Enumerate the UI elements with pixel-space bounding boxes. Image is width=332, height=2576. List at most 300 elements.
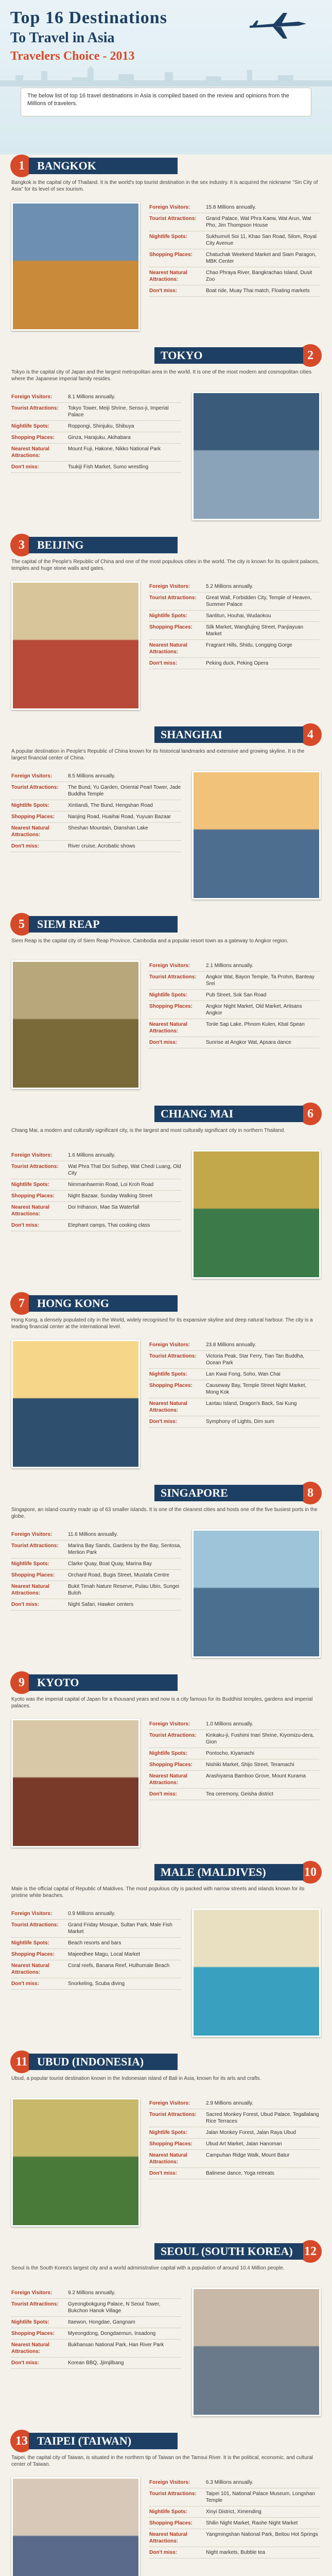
stat-value: Bukhansan National Park, Han River Park xyxy=(68,2342,164,2348)
stat-label: Foreign Visitors: xyxy=(11,2290,53,2296)
stat-value: Victoria Peak, Star Ferry, Tian Tan Buddha, Ocean Park xyxy=(206,1353,305,1366)
stat-label: Foreign Visitors: xyxy=(149,1342,190,1348)
stat-label: Nightlife Spots: xyxy=(11,803,49,808)
stat-label: Don't miss: xyxy=(11,464,40,470)
stat-label: Foreign Visitors: xyxy=(11,1153,53,1158)
natural-attractions-row xyxy=(11,1960,181,1978)
stat-label: Nearest Natural Attractions: xyxy=(11,1205,49,1217)
shopping-places-row xyxy=(11,1949,181,1960)
stat-label: Foreign Visitors: xyxy=(11,394,53,400)
stat-label: Nearest Natural Attractions: xyxy=(11,1963,49,1975)
rank-number: 8 xyxy=(299,1482,322,1504)
stat-value: Angkor Night Market, Old Market, Artisans Angkor xyxy=(206,1004,302,1016)
stat-label: Tourist Attractions: xyxy=(149,1733,197,1738)
shopping-places-row xyxy=(149,1759,319,1771)
city-description: Male is the official capital of Republic of Maldives. The most populous city is packed with narrow streets and islands known for its pristine white beaches. xyxy=(11,1886,305,1899)
stat-value: 23.8 Millions annually. xyxy=(206,1342,256,1348)
stat-value: 9.2 Millions annually. xyxy=(68,2290,116,2296)
shopping-places-row xyxy=(149,622,319,640)
stat-value: Bukit Timah Nature Reserve, Pulau Ubin, Sungei Buloh xyxy=(68,1584,180,1596)
city-stats xyxy=(11,1908,181,1990)
stat-value: 1.0 Millions annually. xyxy=(206,1721,254,1727)
foreign-visitors-row xyxy=(149,1340,319,1351)
destination-section xyxy=(0,2240,332,2431)
stat-label: Shopping Places: xyxy=(149,252,193,258)
stat-value: 1.6 Millions annually. xyxy=(68,1153,116,1158)
natural-attractions-row xyxy=(11,823,181,841)
stat-value: Nimmanhaemin Road, Loi Kroh Road xyxy=(68,1182,154,1188)
stat-label: Shopping Places: xyxy=(11,1572,55,1578)
natural-attractions-row xyxy=(149,1771,319,1789)
page-tagline: Travelers Choice - 2013 xyxy=(10,49,135,63)
stat-value: 8.5 Millions annually. xyxy=(68,773,116,779)
city-photo xyxy=(11,581,140,710)
stat-label: Tourist Attractions: xyxy=(11,785,59,790)
nightlife-spots-row xyxy=(11,800,181,811)
shopping-places-row xyxy=(149,1380,319,1398)
stat-value: Symphony of Lights, Dim sum xyxy=(206,1419,274,1425)
stat-value: Lan Kwai Fong, Soho, Wan Chai xyxy=(206,1371,281,1377)
stat-label: Nearest Natural Attractions: xyxy=(11,446,49,459)
stat-value: Pub Street, Sok San Road xyxy=(206,992,267,998)
stat-label: Tourist Attractions: xyxy=(149,2112,197,2117)
stat-label: Shopping Places: xyxy=(11,814,55,820)
stat-value: Night markets, Bubble tea xyxy=(206,2550,266,2555)
dont-miss-row xyxy=(11,1599,181,1611)
stat-label: Foreign Visitors: xyxy=(11,1911,53,1917)
foreign-visitors-row xyxy=(149,202,319,213)
foreign-visitors-row xyxy=(149,960,319,972)
destination-section xyxy=(0,1861,332,2052)
tourist-attractions-row xyxy=(11,403,181,421)
stat-label: Foreign Visitors: xyxy=(149,205,190,210)
natural-attractions-row xyxy=(149,640,319,658)
tourist-attractions-row xyxy=(149,2109,319,2127)
stat-label: Tourist Attractions: xyxy=(149,1353,197,1359)
stat-value: Tonle Sap Lake, Phnom Kulen, Kbal Spean xyxy=(206,1022,305,1027)
stat-label: Foreign Visitors: xyxy=(149,1721,190,1727)
stat-value: Great Wall, Forbidden City, Temple of Heaven, Summer Palace xyxy=(206,595,312,607)
shopping-places-row xyxy=(11,2328,181,2340)
natural-attractions-row xyxy=(149,1398,319,1416)
stat-value: Yangmingshan National Park, Beitou Hot Springs xyxy=(206,2532,318,2537)
natural-attractions-row xyxy=(149,1019,319,1037)
dont-miss-row xyxy=(149,1037,319,1048)
rank-number: 10 xyxy=(299,1861,322,1884)
stat-label: Tourist Attractions: xyxy=(149,595,197,601)
stat-value: River cruise, Acrobatic shows xyxy=(68,843,135,849)
stat-label: Don't miss: xyxy=(11,843,40,849)
city-description: Bangkok is the capital city of Thailand. It is the world's top tourist destination in the sex industry. It is acquired the nickname "Sin City of Asia" for its level of sex tourism. xyxy=(11,180,318,192)
stat-value: Ubud Art Market, Jalan Hanoman xyxy=(206,2141,282,2147)
nightlife-spots-row xyxy=(149,611,319,622)
page-title: Top 16 Destinations xyxy=(10,8,167,27)
dont-miss-row xyxy=(11,841,181,852)
stat-value: Night Safari, Hawker centers xyxy=(68,1602,134,1607)
nightlife-spots-row xyxy=(149,231,319,249)
nightlife-spots-row xyxy=(11,1558,181,1570)
stat-label: Nightlife Spots: xyxy=(149,1751,187,1756)
stat-value: Shilin Night Market, Raohe Night Market xyxy=(206,2520,298,2526)
stat-label: Tourist Attractions: xyxy=(11,1543,59,1549)
city-photo xyxy=(11,202,140,331)
rank-number: 6 xyxy=(299,1103,322,1125)
tourist-attractions-row xyxy=(149,1730,319,1748)
stat-value: Grand Palace, Wat Phra Kaew, Wat Arun, Wat Pho, Jim Thompson House xyxy=(206,216,311,228)
stat-label: Tourist Attractions: xyxy=(11,405,59,411)
stat-label: Nearest Natural Attractions: xyxy=(149,2153,187,2165)
foreign-visitors-row xyxy=(149,581,319,592)
city-description: Taipei, the capital city of Taiwan, is situated in the northern tip of Taiwan on the Tamsui River. It is the political, economic, and cultural center of Taiwan. xyxy=(11,2455,313,2467)
stat-label: Nightlife Spots: xyxy=(149,1371,187,1377)
stat-value: Fragrant Hills, Shidu, Longqing Gorge xyxy=(206,642,292,648)
dont-miss-row xyxy=(11,1220,181,1231)
foreign-visitors-row xyxy=(11,1529,181,1540)
stat-label: Nightlife Spots: xyxy=(149,2130,187,2136)
city-name: BEIJING xyxy=(37,538,84,551)
stat-value: Peking duck, Peking Opera xyxy=(206,660,269,666)
stat-value: Nanjing Road, Huaihai Road, Yuyuan Bazaar xyxy=(68,814,171,820)
city-stats xyxy=(149,202,319,297)
stat-label: Tourist Attractions: xyxy=(149,974,197,980)
foreign-visitors-row xyxy=(149,2477,319,2488)
tourist-attractions-row xyxy=(11,782,181,800)
natural-attractions-row xyxy=(11,444,181,462)
stat-value: Myeongdong, Dongdaemun, Insadong xyxy=(68,2331,156,2336)
stat-value: Sukhumvit Soi 11, Khao San Road, Silom, Royal City Avenue xyxy=(206,234,317,246)
stat-value: Taipei 101, National Palace Museum, Longshan Temple xyxy=(206,2491,315,2503)
city-photo xyxy=(11,2098,140,2227)
stat-value: Tea ceremony, Geisha district xyxy=(206,1791,273,1797)
stat-label: Don't miss: xyxy=(11,1223,40,1228)
foreign-visitors-row xyxy=(11,2287,181,2299)
stat-label: Nightlife Spots: xyxy=(149,2509,187,2515)
stat-value: 8.1 Millions annually. xyxy=(68,394,116,400)
city-stats xyxy=(11,1529,181,1611)
city-name: MALE (MALDIVES) xyxy=(161,1866,266,1878)
stat-value: Mount Fuji, Hakone, Nikko National Park xyxy=(68,446,161,452)
stat-label: Nightlife Spots: xyxy=(11,2319,49,2325)
rank-number: 2 xyxy=(299,344,322,367)
city-stats xyxy=(149,1340,319,1428)
tourist-attractions-row xyxy=(149,972,319,990)
tourist-attractions-row xyxy=(11,2299,181,2317)
stat-label: Don't miss: xyxy=(149,1791,178,1797)
stat-label: Nearest Natural Attractions: xyxy=(11,825,49,838)
stat-value: Campuhan Ridge Walk, Mount Batur xyxy=(206,2153,290,2158)
shopping-places-row xyxy=(149,1001,319,1019)
rank-number: 11 xyxy=(10,2050,33,2073)
dont-miss-row xyxy=(11,1978,181,1990)
nightlife-spots-row xyxy=(11,1179,181,1191)
nightlife-spots-row xyxy=(11,1938,181,1949)
stat-value: Wat Phra That Doi Suthep, Wat Chedi Luang, Old City xyxy=(68,1164,181,1176)
stat-label: Nightlife Spots: xyxy=(149,992,187,998)
airplane-icon xyxy=(247,10,309,41)
city-description: Ubud, a popular tourist destination known in the Indonesian island of Bali in Asia, known for its arts and crafts. xyxy=(11,2076,261,2081)
foreign-visitors-row xyxy=(11,1150,181,1161)
city-description: Singapore, an island country made up of 63 smaller islands. It is one of the cleanest cities and hosts one of the five busiest ports in the globe. xyxy=(11,1507,318,1519)
city-photo xyxy=(11,1719,140,1848)
natural-attractions-row xyxy=(149,2529,319,2547)
intro-box: The below list of top 16 travel destinations in Asia is compiled based on the review and opinions from the Millions of travelers. xyxy=(21,88,311,116)
shopping-places-row xyxy=(149,249,319,267)
tourist-attractions-row xyxy=(11,1920,181,1938)
tourist-attractions-row xyxy=(149,213,319,231)
rank-number: 5 xyxy=(10,913,33,936)
stat-label: Shopping Places: xyxy=(11,2331,55,2336)
city-description: A popular destination in People's Republic of China known for its historical landmarks and extensive and growing skyline. It is the largest financial center of China. xyxy=(11,749,305,761)
city-stats xyxy=(149,2477,319,2558)
stat-label: Shopping Places: xyxy=(149,1383,193,1388)
city-description: Chiang Mai, a modern and culturally significant city, is the largest and most culturally significant city in northern Thailand. xyxy=(11,1128,286,1133)
skyline-illustration xyxy=(0,66,332,87)
stat-label: Foreign Visitors: xyxy=(11,1532,53,1537)
city-name: SINGAPORE xyxy=(161,1486,228,1499)
city-photo xyxy=(11,960,140,1089)
stat-value: Causeway Bay, Temple Street Night Market, Mong Kok xyxy=(206,1383,307,1395)
city-name: KYOTO xyxy=(37,1676,79,1689)
destination-section xyxy=(0,344,332,535)
stat-value: Sunrise at Angkor Wat, Apsara dance xyxy=(206,1040,291,1045)
stat-value: Elephant camps, Thai cooking class xyxy=(68,1223,150,1228)
destination-section xyxy=(0,1671,332,1862)
stat-value: Tokyo Tower, Meiji Shrine, Senso-ji, Imperial Palace xyxy=(68,405,169,418)
page-subtitle: To Travel in Asia xyxy=(10,30,115,46)
stat-value: Silk Market, Wangfujing Street, Panjiayuan Market xyxy=(206,624,304,637)
destination-section xyxy=(0,1482,332,1672)
tourist-attractions-row xyxy=(149,1351,319,1369)
stat-label: Nightlife Spots: xyxy=(11,1940,49,1946)
stat-value: Sheshan Mountain, Dianshan Lake xyxy=(68,825,148,831)
natural-attractions-row xyxy=(149,2150,319,2168)
city-photo xyxy=(11,2477,140,2576)
city-stats xyxy=(149,2098,319,2179)
stat-value: Itaewon, Hongdae, Gangnam xyxy=(68,2319,135,2325)
city-photo xyxy=(11,1340,140,1468)
stat-label: Shopping Places: xyxy=(11,1193,55,1199)
rank-number: 13 xyxy=(10,2430,33,2452)
stat-value: Angkor Wat, Bayon Temple, Ta Prohm, Banteay Srei xyxy=(206,974,315,987)
stat-label: Nightlife Spots: xyxy=(11,1561,49,1567)
stat-value: Coral reefs, Banana Reef, Hulhumale Beach xyxy=(68,1963,170,1969)
city-description: Hong Kong, a densely populated city in the World, widely recognised for its expansive skyline and deep natural harbour. The city is a leading financial center at the international level. xyxy=(11,1317,313,1330)
stat-value: Marina Bay Sands, Gardens by the Bay, Sentosa, Merlion Park xyxy=(68,1543,181,1555)
natural-attractions-row xyxy=(11,2340,181,2358)
dont-miss-row xyxy=(149,2547,319,2558)
city-name: SIEM REAP xyxy=(37,918,100,930)
stat-label: Nearest Natural Attractions: xyxy=(149,270,187,282)
stat-label: Tourist Attractions: xyxy=(11,2301,59,2307)
stat-label: Shopping Places: xyxy=(149,624,193,630)
stat-label: Tourist Attractions: xyxy=(11,1164,59,1170)
city-name: HONG KONG xyxy=(37,1297,109,1310)
city-photo xyxy=(192,1908,321,2037)
stat-label: Shopping Places: xyxy=(11,1952,55,1957)
stat-label: Don't miss: xyxy=(149,1040,178,1045)
stat-value: Chatuchak Weekend Market and Siam Paragon, MBK Center xyxy=(206,252,317,264)
city-name: CHIANG MAI xyxy=(161,1107,234,1120)
city-description: Siem Reap is the capital city of Siem Reap Province, Cambodia and a popular resort town as a gateway to Angkor region. xyxy=(11,938,289,944)
stat-label: Nearest Natural Attractions: xyxy=(149,2532,187,2544)
stat-value: The Bund, Yu Garden, Oriental Pearl Tower, Jade Buddha Temple xyxy=(68,785,181,797)
stat-label: Nightlife Spots: xyxy=(149,234,187,240)
nightlife-spots-row xyxy=(149,1369,319,1380)
city-stats xyxy=(149,960,319,1048)
stat-value: Beach resorts and bars xyxy=(68,1940,121,1946)
stat-label: Nightlife Spots: xyxy=(11,423,49,429)
stat-value: Ginza, Harajuku, Akihabara xyxy=(68,435,131,440)
stat-label: Foreign Visitors: xyxy=(11,773,53,779)
stat-value: Balinese dance, Yoga retreats xyxy=(206,2171,274,2176)
rank-number: 4 xyxy=(299,723,322,746)
city-stats xyxy=(11,392,181,473)
dont-miss-row xyxy=(11,462,181,473)
stat-value: Chao Phraya River, Bangkrachao Island, Dusit Zoo xyxy=(206,270,312,282)
stat-label: Tourist Attractions: xyxy=(11,1922,59,1928)
stat-label: Foreign Visitors: xyxy=(149,584,190,589)
city-description: The capital of the People's Republic of China and one of the most populous cities in the world. The city is known for its opulent palaces, temples and huge stone walls and gates. xyxy=(11,559,320,571)
city-photo xyxy=(192,392,321,520)
stat-label: Nearest Natural Attractions: xyxy=(149,1401,187,1413)
stat-label: Nearest Natural Attractions: xyxy=(149,642,187,655)
stat-label: Shopping Places: xyxy=(149,2520,193,2526)
foreign-visitors-row xyxy=(11,771,181,782)
rank-number: 9 xyxy=(10,1671,33,1694)
stat-label: Shopping Places: xyxy=(149,1762,193,1768)
header-banner xyxy=(0,0,332,155)
city-photo xyxy=(192,1150,321,1279)
city-stats xyxy=(149,1719,319,1800)
nightlife-spots-row xyxy=(11,2317,181,2328)
stat-value: 11.6 Millions annually. xyxy=(68,1532,118,1537)
stat-label: Don't miss: xyxy=(149,2171,178,2176)
stat-label: Don't miss: xyxy=(11,1981,40,1987)
rank-number: 12 xyxy=(299,2240,322,2263)
shopping-places-row xyxy=(11,811,181,823)
stat-value: Nishiki Market, Shijo Street, Teramachi xyxy=(206,1762,294,1768)
nightlife-spots-row xyxy=(149,2127,319,2139)
city-stats xyxy=(11,1150,181,1231)
stat-label: Tourist Attractions: xyxy=(149,216,197,222)
stat-label: Nightlife Spots: xyxy=(149,613,187,619)
nightlife-spots-row xyxy=(11,421,181,432)
city-name: TOKYO xyxy=(161,349,203,362)
stat-value: Lantau Island, Dragon's Back, Sai Kung xyxy=(206,1401,297,1406)
tourist-attractions-row xyxy=(149,592,319,611)
stat-label: Nearest Natural Attractions: xyxy=(11,1584,49,1596)
stat-value: 0.9 Millions annually. xyxy=(68,1911,116,1917)
stat-value: Boat ride, Muay Thai match, Floating markets xyxy=(206,288,310,294)
dont-miss-row xyxy=(149,658,319,669)
tourist-attractions-row xyxy=(11,1540,181,1558)
natural-attractions-row xyxy=(11,1581,181,1599)
destination-section xyxy=(0,534,332,724)
city-description: Tokyo is the capital city of Japan and the largest metropolitan area in the world. It is one of the most modern and cosmopolitan cities where the Japanese imperial family resides. xyxy=(11,369,312,382)
stat-value: Jalan Monkey Forest, Jalan Raya Ubud xyxy=(206,2130,296,2136)
dont-miss-row xyxy=(149,1789,319,1800)
stat-label: Don't miss: xyxy=(149,288,178,294)
stat-value: 2.1 Millions annually. xyxy=(206,963,254,969)
nightlife-spots-row xyxy=(149,1748,319,1759)
stat-value: Snorkeling, Scuba diving xyxy=(68,1981,125,1987)
foreign-visitors-row xyxy=(149,1719,319,1730)
stat-label: Don't miss: xyxy=(149,660,178,666)
stat-value: Pontocho, Kiyamachi xyxy=(206,1751,254,1756)
shopping-places-row xyxy=(11,1570,181,1581)
shopping-places-row xyxy=(149,2139,319,2150)
stat-value: Night Bazaar, Sunday Walking Street xyxy=(68,1193,153,1199)
destination-section xyxy=(0,2050,332,2241)
destination-section xyxy=(0,723,332,914)
city-photo xyxy=(192,1529,321,1658)
stat-value: 6.3 Millions annually. xyxy=(206,2480,254,2485)
stat-label: Nearest Natural Attractions: xyxy=(149,1773,187,1786)
stat-value: Roppongi, Shinjuku, Shibuya xyxy=(68,423,134,429)
rank-number: 1 xyxy=(10,155,33,177)
dont-miss-row xyxy=(149,2168,319,2179)
destination-section xyxy=(0,1103,332,1293)
stat-value: Xintiandi, The Bund, Hengshan Road xyxy=(68,803,153,808)
dont-miss-row xyxy=(149,1416,319,1428)
stat-label: Shopping Places: xyxy=(149,1004,193,1009)
city-description: Seoul is the South Korea's largest city and a world administrative capital with a population of around 10.4 Million people. xyxy=(11,2265,285,2271)
stat-value: Korean BBQ, Jjimjilbang xyxy=(68,2360,124,2366)
natural-attractions-row xyxy=(11,1202,181,1220)
destination-section xyxy=(0,155,332,345)
stat-value: Xinyi District, Ximending xyxy=(206,2509,261,2515)
stat-value: Kinkaku-ji, Fushimi Inari Shrine, Kiyomizu-dera, Gion xyxy=(206,1733,314,1745)
city-name: BANGKOK xyxy=(37,159,96,172)
stat-label: Don't miss: xyxy=(149,2550,178,2555)
stat-value: 2.9 Millions annually. xyxy=(206,2100,254,2106)
stat-value: Sanlitun, Houhai, Wudaokou xyxy=(206,613,271,619)
nightlife-spots-row xyxy=(149,2506,319,2518)
shopping-places-row xyxy=(11,1191,181,1202)
city-stats xyxy=(11,771,181,852)
stat-label: Foreign Visitors: xyxy=(149,963,190,969)
city-photo xyxy=(192,2287,321,2416)
city-name: UBUD (INDONESIA) xyxy=(37,2055,144,2068)
shopping-places-row xyxy=(11,432,181,444)
stat-value: Grand Friday Mosque, Sultan Park, Male Fish Market xyxy=(68,1922,172,1935)
stat-value: Clarke Quay, Boat Quay, Marina Bay xyxy=(68,1561,152,1567)
destination-section xyxy=(0,913,332,1104)
stat-value: Gyeongbokgung Palace, N Seoul Tower, Bukchon Hanok Village xyxy=(68,2301,161,2314)
stat-label: Shopping Places: xyxy=(11,435,55,440)
nightlife-spots-row xyxy=(149,990,319,1001)
stat-label: Foreign Visitors: xyxy=(149,2480,190,2485)
tourist-attractions-row xyxy=(149,2488,319,2506)
city-stats xyxy=(11,2287,181,2369)
destination-section xyxy=(0,2430,332,2576)
city-name: SEOUL (SOUTH KOREA) xyxy=(161,2245,293,2258)
stat-value: Majeedhee Magu, Local Market xyxy=(68,1952,141,1957)
stat-value: Tsukiji Fish Market, Sumo wrestling xyxy=(68,464,149,470)
stat-value: Orchard Road, Bugis Street, Mustafa Centre xyxy=(68,1572,169,1578)
stat-label: Nightlife Spots: xyxy=(11,1182,49,1188)
stat-value: 5.2 Millions annually. xyxy=(206,584,254,589)
dont-miss-row xyxy=(149,285,319,297)
tourist-attractions-row xyxy=(11,1161,181,1179)
city-description: Kyoto was the imperial capital of Japan for a thousand years and now is a city famous for its Buddhist temples, gardens and imperial palaces. xyxy=(11,1697,313,1709)
destination-section xyxy=(0,1292,332,1483)
foreign-visitors-row xyxy=(11,392,181,403)
dont-miss-row xyxy=(11,2358,181,2369)
stat-value: Arashiyama Bamboo Grove, Mount Kurama xyxy=(206,1773,306,1779)
city-name: SHANGHAI xyxy=(161,728,222,741)
shopping-places-row xyxy=(149,2518,319,2529)
